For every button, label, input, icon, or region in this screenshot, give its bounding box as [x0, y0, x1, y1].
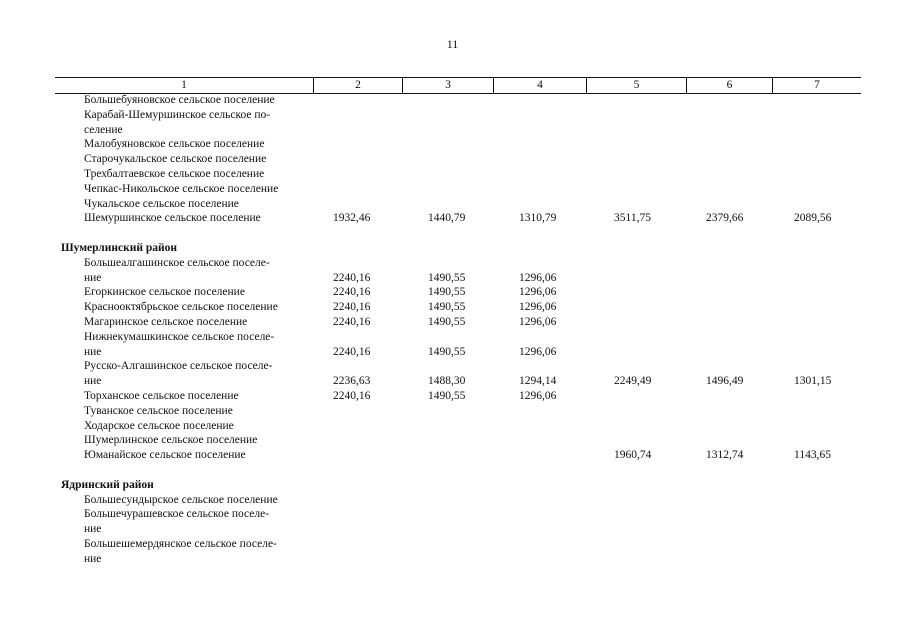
- table-row: [0, 404, 905, 419]
- value-col-3: 1490,55: [428, 271, 466, 284]
- settlement-name: [84, 182, 306, 197]
- table-row: [0, 300, 905, 315]
- row-spacer: [0, 463, 905, 478]
- table-row: [0, 448, 905, 463]
- value-col-3: 1490,55: [428, 345, 466, 358]
- name-line: Юманайское сельское поселение: [84, 449, 246, 462]
- value-col-4: 1296,06: [519, 271, 557, 284]
- header-cell-2: 2: [355, 79, 361, 91]
- district-heading-row: [0, 241, 905, 256]
- name-line: Нижнекумашкинское сельское поселе-: [84, 330, 275, 343]
- page-number: 11: [446, 37, 459, 51]
- value-col-2: 1932,46: [333, 212, 371, 225]
- settlement-name: [84, 359, 306, 389]
- settlement-name: [84, 152, 306, 167]
- table-body: [0, 93, 905, 567]
- value-col-2: 2240,16: [333, 271, 371, 284]
- settlement-name: [84, 300, 306, 315]
- district-name: [61, 241, 283, 256]
- value-col-4: 1296,06: [519, 301, 557, 314]
- name-line: Большеалгашинское сельское поселе-: [84, 256, 270, 269]
- name-line: Трехбалтаевское сельское поселение: [84, 167, 265, 180]
- value-col-4: 1296,06: [519, 286, 557, 299]
- settlement-name: [84, 315, 306, 330]
- value-col-6: 2379,66: [706, 212, 744, 225]
- value-col-2: 2240,16: [333, 286, 371, 299]
- value-col-7: 1143,65: [794, 449, 831, 462]
- settlement-name: [84, 256, 306, 286]
- header-cell-1: 1: [181, 79, 187, 91]
- value-col-4: 1294,14: [519, 375, 557, 388]
- district-name: [61, 478, 283, 493]
- table-row: [0, 507, 905, 537]
- value-col-4: 1296,06: [519, 389, 557, 402]
- table-row: [0, 211, 905, 226]
- value-col-2: 2236,63: [333, 375, 371, 388]
- table-row: [0, 152, 905, 167]
- table-row: [0, 419, 905, 434]
- settlement-name: [84, 389, 306, 404]
- value-col-2: 2240,16: [333, 345, 371, 358]
- name-line: Чукальское сельское поселение: [84, 197, 239, 210]
- table-row: [0, 182, 905, 197]
- name-line: Русско-Алгашинское сельское поселе-: [84, 360, 273, 373]
- settlement-name: [84, 404, 306, 419]
- settlement-name: [84, 507, 306, 537]
- table-row: [0, 93, 905, 108]
- header-cell-5: 5: [633, 79, 640, 91]
- name-line: ние: [84, 552, 102, 565]
- value-col-2: 2240,16: [333, 389, 371, 402]
- table-row: [0, 285, 905, 300]
- table-row: [0, 256, 905, 286]
- settlement-name: [84, 537, 306, 567]
- header-cell-3: 3: [445, 79, 451, 91]
- value-col-4: 1296,06: [519, 315, 557, 328]
- settlement-name: [84, 167, 306, 182]
- table-row: [0, 197, 905, 212]
- table-row: [0, 108, 905, 138]
- settlement-name: [84, 330, 306, 360]
- table-row: [0, 359, 905, 389]
- name-line: Егоркинское сельское поселение: [84, 286, 245, 299]
- table-row: [0, 330, 905, 360]
- settlement-name: [84, 285, 306, 300]
- value-col-7: 2089,56: [794, 212, 832, 225]
- settlement-name: [84, 137, 306, 152]
- value-col-2: 2240,16: [333, 315, 371, 328]
- header-cell-7: 7: [814, 79, 820, 91]
- name-line: Большебуяновское сельское поселение: [84, 94, 275, 106]
- row-spacer: [0, 226, 905, 241]
- name-line: Шемуршинское сельское поселение: [84, 212, 261, 225]
- value-col-4: 1296,06: [519, 345, 557, 358]
- value-col-5: 2249,49: [614, 375, 652, 388]
- table-row: [0, 537, 905, 567]
- name-line: Ядринский район: [61, 478, 154, 491]
- name-line: селение: [84, 123, 123, 136]
- settlement-name: [84, 211, 306, 226]
- header-cell-6: 6: [726, 79, 733, 91]
- settlement-name: [84, 433, 306, 448]
- value-col-3: 1490,55: [428, 301, 466, 314]
- name-line: Туванское сельское поселение: [84, 404, 233, 417]
- name-line: Шумерлинское сельское поселение: [84, 434, 258, 447]
- table-row: [0, 315, 905, 330]
- name-line: Торханское сельское поселение: [84, 389, 239, 402]
- value-col-3: 1488,30: [428, 375, 466, 388]
- settlement-name: [84, 493, 306, 508]
- header-cell-4: 4: [537, 79, 543, 91]
- name-line: Чепкас-Никольское сельское поселение: [84, 182, 279, 195]
- name-line: Большешемердянское сельское поселе-: [84, 537, 277, 550]
- settlement-name: [84, 108, 306, 138]
- name-line: Шумерлинский район: [61, 241, 177, 254]
- value-col-3: 1490,55: [428, 315, 466, 328]
- table-row: [0, 493, 905, 508]
- table-row: [0, 137, 905, 152]
- value-col-5: 1960,74: [614, 449, 652, 462]
- value-col-3: 1440,79: [428, 212, 466, 225]
- name-line: ние: [84, 523, 102, 536]
- name-line: ние: [84, 345, 102, 358]
- value-col-6: 1496,49: [706, 375, 744, 388]
- name-line: Старочукальское сельское поселение: [84, 153, 267, 166]
- settlement-name: [84, 93, 306, 108]
- table-row: [0, 433, 905, 448]
- value-col-4: 1310,79: [519, 212, 557, 225]
- name-line: Ходарское сельское поселение: [84, 419, 234, 432]
- value-col-3: 1490,55: [428, 389, 466, 402]
- name-line: Карабай-Шемуршинское сельское по-: [84, 108, 271, 121]
- value-col-5: 3511,75: [614, 212, 651, 225]
- name-line: Краснооктябрьское сельское поселение: [84, 301, 278, 314]
- name-line: ние: [84, 375, 102, 388]
- table-row: [0, 389, 905, 404]
- name-line: Большечурашевское сельское поселе-: [84, 508, 270, 521]
- value-col-6: 1312,74: [706, 449, 744, 462]
- table-row: [0, 167, 905, 182]
- settlement-name: [84, 419, 306, 434]
- settlement-name: [84, 197, 306, 212]
- value-col-3: 1490,55: [428, 286, 466, 299]
- value-col-7: 1301,15: [794, 375, 832, 388]
- name-line: Малобуяновское сельское поселение: [84, 138, 265, 151]
- name-line: ние: [84, 271, 102, 284]
- value-col-2: 2240,16: [333, 301, 371, 314]
- name-line: Большесундырское сельское поселение: [84, 493, 278, 506]
- settlement-name: [84, 448, 306, 463]
- district-heading-row: [0, 478, 905, 493]
- name-line: Магаринское сельское поселение: [84, 315, 248, 328]
- table-header-row: [55, 77, 861, 94]
